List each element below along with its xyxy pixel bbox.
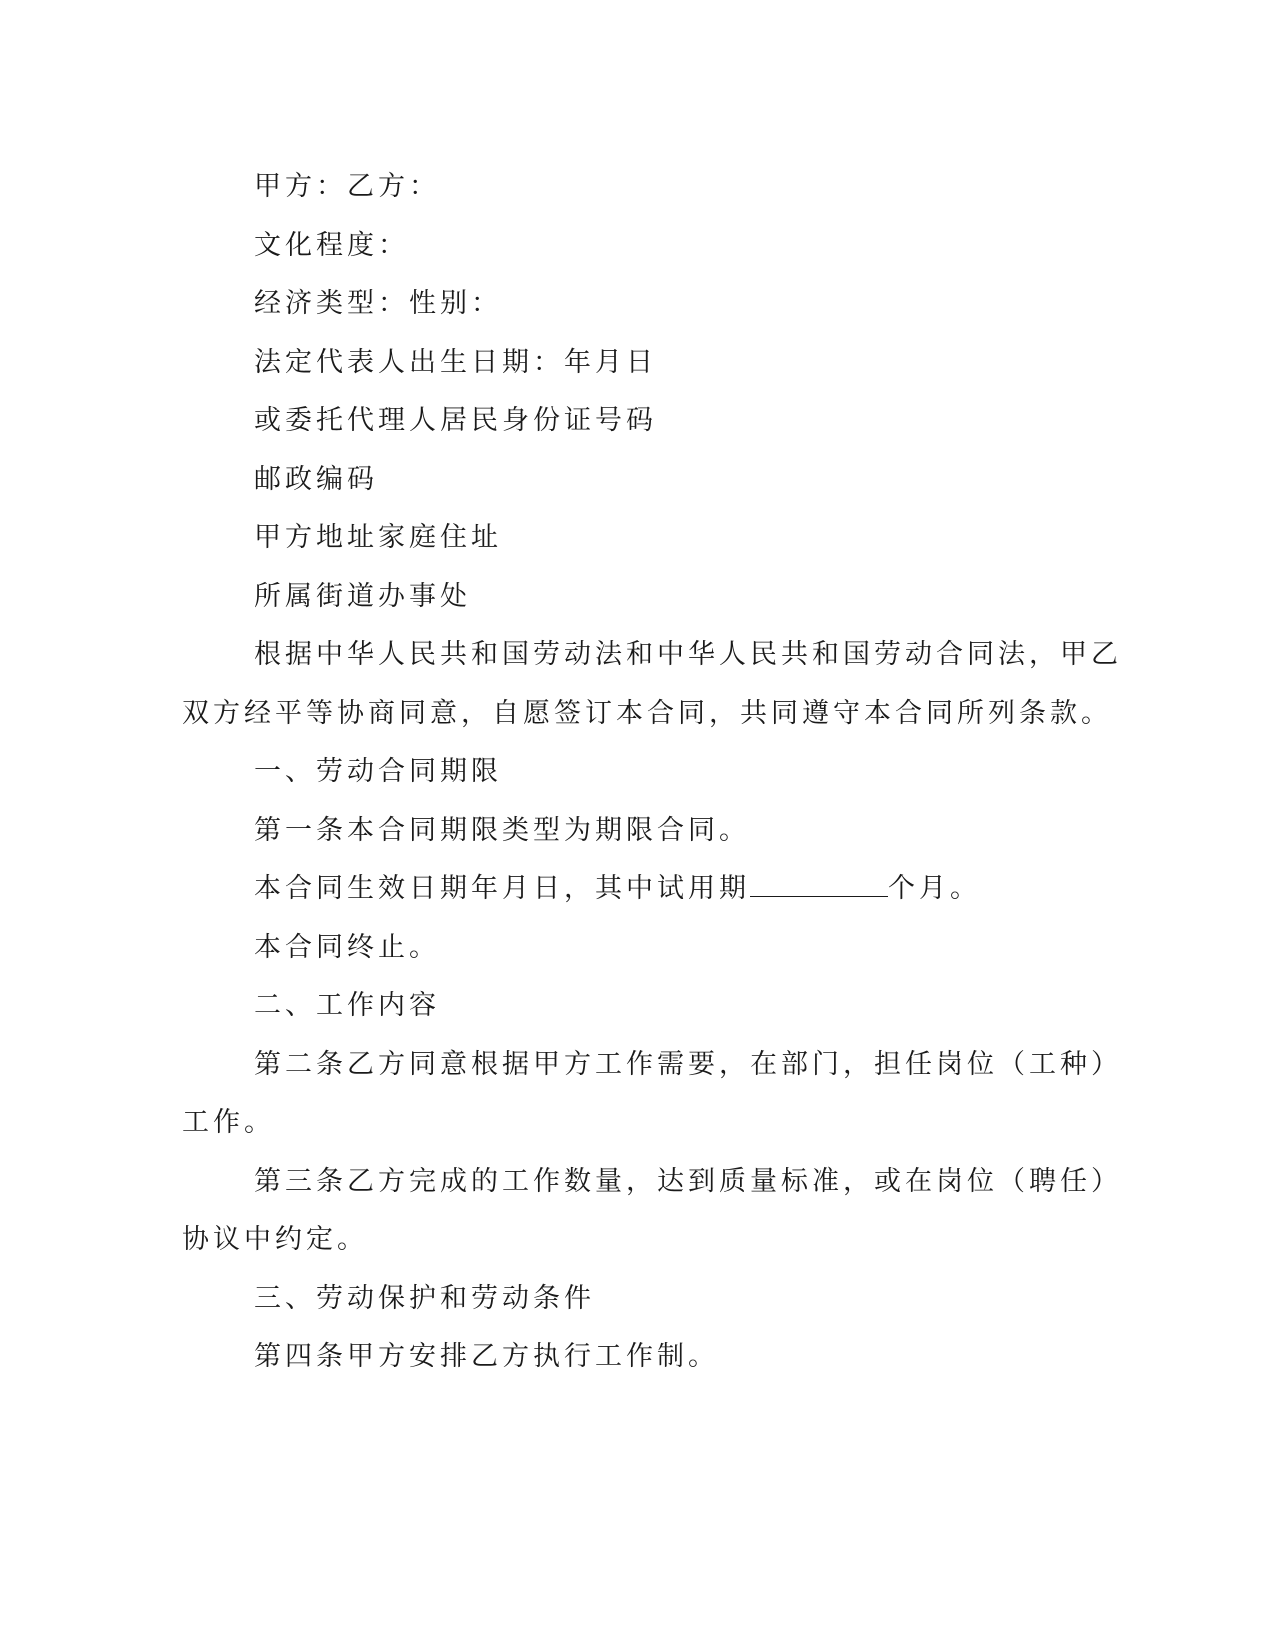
effective-date-line — [182, 860, 1082, 919]
article-2-line-2: 工作。 — [182, 1107, 275, 1138]
article-3-line-2: 协议中约定。 — [182, 1224, 368, 1255]
economy-gender-line: 经济类型：性别： — [254, 288, 502, 319]
agent-id-line: 或委托代理人居民身份证号码 — [254, 405, 657, 436]
preamble-line-2: 双方经平等协商同意，自愿签订本合同，共同遵守本合同所列条款。 — [182, 697, 1112, 729]
article-2-line-1: 第二条乙方同意根据甲方工作需要，在部门，担任岗位（工种） — [254, 1048, 1122, 1080]
section-heading-2: 二、工作内容 — [254, 990, 440, 1021]
termination-line: 本合同终止。 — [254, 931, 440, 963]
document-body — [182, 158, 1122, 1387]
article-4: 第四条甲方安排乙方执行工作制。 — [254, 1341, 719, 1372]
probation-blank[interactable] — [750, 874, 888, 897]
postal-code-line: 邮政编码 — [254, 463, 378, 495]
address-line: 甲方地址家庭住址 — [254, 522, 502, 553]
article-3-line-1: 第三条乙方完成的工作数量，达到质量标准，或在岗位（聘任） — [254, 1165, 1122, 1197]
education-line: 文化程度： — [254, 229, 409, 261]
article-1: 第一条本合同期限类型为期限合同。 — [254, 814, 750, 846]
probation-unit: 个月。 — [888, 873, 981, 904]
section-heading-1: 一、劳动合同期限 — [254, 756, 502, 787]
street-office-line: 所属街道办事处 — [254, 580, 471, 612]
effective-date-text: 本合同生效日期年月日，其中试用期 — [254, 873, 750, 904]
representative-birthdate-line: 法定代表人出生日期：年月日 — [254, 346, 657, 378]
preamble-line-1: 根据中华人民共和国劳动法和中华人民共和国劳动合同法，甲乙 — [254, 639, 1122, 670]
party-line: 甲方：乙方： — [254, 171, 440, 202]
section-heading-3: 三、劳动保护和劳动条件 — [254, 1282, 595, 1314]
